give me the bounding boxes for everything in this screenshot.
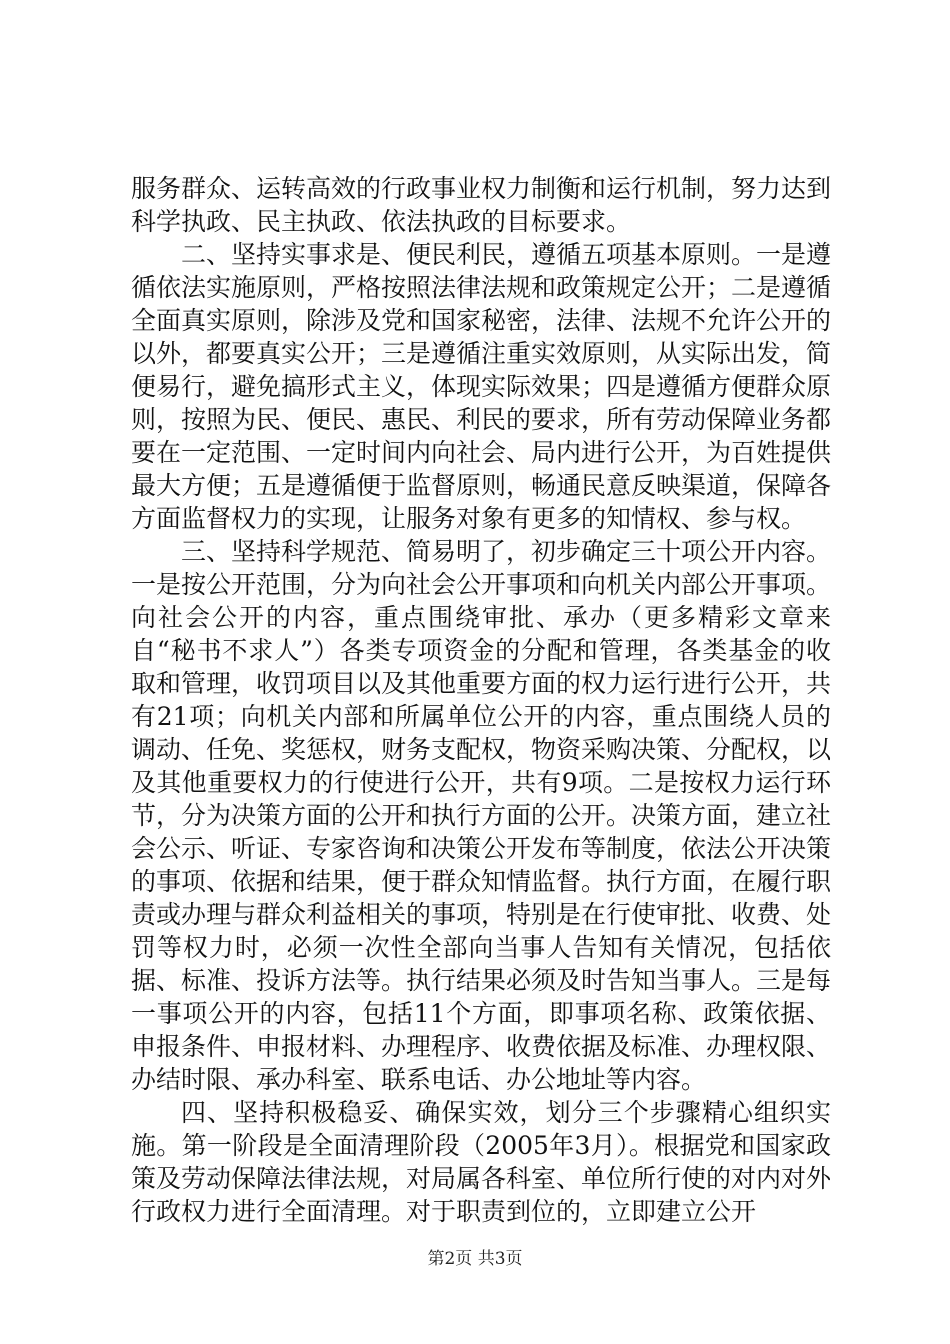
document-body [131,172,831,1228]
paragraph-section-two: 二、坚持实事求是、便民利民，遵循五项基本原则。一是遵循依法实施原则，严格按照法律法规和政策规定公开；二是遵循全面真实原则，除涉及党和国家秘密，法律、法规不允许公开的以外，都要真实公开；三是遵循注重实效原则，从实际出发，简便易行，避免搞形式主义，体现实际效果；四是遵循方便群众原则，按照为民、便民、惠民、利民的要求，所有劳动保障业务都要在一定范围、一定时间内向社会、局内进行公开，为百姓提供最大方便；五是遵循便于监督原则，畅通民意反映渠道，保障各方面监督权力的实现，让服务对象有更多的知情权、参与权。 [131,240,832,533]
page-number-footer: 第2页 共3页 [427,1249,523,1269]
paragraph-continuation: 服务群众、运转高效的行政事业权力制衡和运行机制，努力达到科学执政、民主执政、依法执政的目标要求。 [131,174,832,236]
paragraph-section-three: 三、坚持科学规范、简易明了，初步确定三十项公开内容。一是按公开范围，分为向社会公开事项和向机关内部公开事项。向社会公开的内容，重点围绕审批、承办（更多精彩文章来自“秘书不求人”）各类专项资金的分配和管理，各类基金的收取和管理，收罚项目以及其他重要方面的权力运行进行公开，共有21项；向机关内部和所属单位公开的内容，重点围绕人员的调动、任免、奖惩权，财务支配权，物资采购决策、分配权，以及其他重要权力的行使进行公开，共有9项。二是按权力运行环节，分为决策方面的公开和执行方面的公开。决策方面，建立社会公示、听证、专家咨询和决策公开发布等制度，依法公开决策的事项、依据和结果，便于群众知情监督。执行方面，在履行职责或办理与群众利益相关的事项，特别是在行使审批、收费、处罚等权力时，必须一次性全部向当事人告知有关情况，包括依据、标准、投诉方法等。执行结果必须及时告知当事人。三是每一事项公开的内容，包括11个方面，即事项名称、政策依据、申报条件、申报材料、办理程序、收费依据及标准、办理权限、办结时限、承办科室、联系电话、办公地址等内容。 [131,537,832,1094]
paragraph-section-four: 四、坚持积极稳妥、确保实效，划分三个步骤精心组织实施。第一阶段是全面清理阶段（2005年3月）。根据党和国家政策及劳动保障法律法规，对局属各科室、单位所行使的对内对外行政权力进行全面清理。对于职责到位的，立即建立公开 [131,1098,832,1226]
